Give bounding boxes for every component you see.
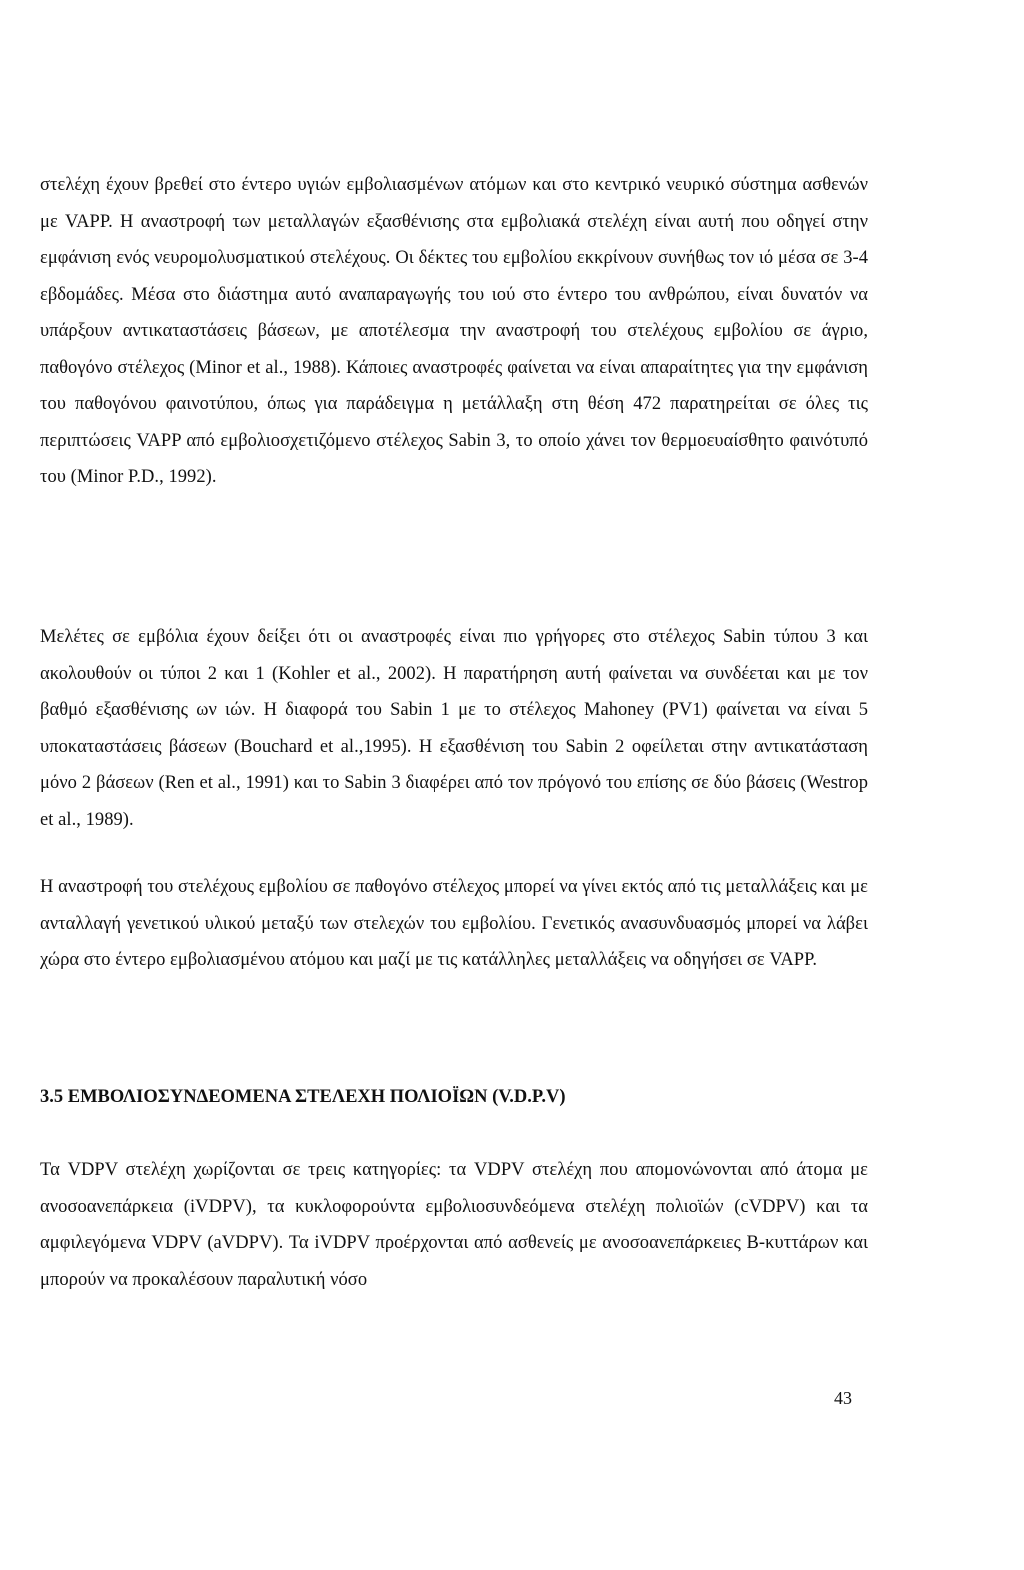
paragraph-vdpv-categories: Τα VDPV στελέχη χωρίζονται σε τρεις κατηγορίες: τα VDPV στελέχη που απομονώνονται από άτομα με ανοσοανεπάρκεια (iVDPV), τα κυκλοφορούντα εμβολιοσυνδεόμενα στελέχη πολιοϊών (cVDPV) και τα αμφιλεγόμενα VDPV (aVDPV). Τα iVDPV προέρχονται από ασθενείς με ανοσοανεπάρκειες Β-κυττάρων και μπορούν να προκαλέσουν παραλυτική νόσο [40, 1160, 868, 1290]
paragraph-sabin-studies: Μελέτες σε εμβόλια έχουν δείξει ότι οι αναστροφές είναι πιο γρήγορες στο στέλεχος Sabin τύπου 3 και ακολουθούν οι τύποι 2 και 1 (Kohler et al., 2002). Η παρατήρηση αυτή φαίνεται να συνδέεται και με τον βαθμό εξασθένισης ων ιών. Η διαφορά του Sabin 1 με το στέλεχος Mahoney (PV1) φαίνεται να είναι 5 υποκαταστάσεις βάσεων (Bouchard et al.,1995). Η εξασθένιση του Sabin 2 οφείλεται στην αντικατάσταση μόνο 2 βάσεων (Ren et al., 1991) και το Sabin 3 διαφέρει από τον πρόγονό του επίσης σε δύο βάσεις (Westrop et al., 1989). [40, 627, 868, 830]
page-number: 43 [834, 1388, 852, 1408]
paragraph-recombination: Η αναστροφή του στελέχους εμβολίου σε παθογόνο στέλεχος μπορεί να γίνει εκτός από τις μεταλλάξεις και με ανταλλαγή γενετικού υλικού μεταξύ των στελεχών του εμβολίου. Γενετικός ανασυνδυασμός μπορεί να λάβει χώρα στο έντερο εμβολιασμένου ατόμου και μαζί με τις κατάλληλες μεταλλάξεις να οδηγήσει σε VAPP. [40, 877, 868, 970]
section-heading: 3.5 ΕΜΒΟΛΙΟΣΥΝΔΕΟΜΕΝΑ ΣΤΕΛΕΧΗ ΠΟΛΙΟΪΩΝ (V.D.P.V) [40, 1087, 566, 1107]
paragraph-vapp-reversion: στελέχη έχουν βρεθεί στο έντερο υγιών εμβολιασμένων ατόμων και στο κεντρικό νευρικό σύστημα ασθενών με VAPP. Η αναστροφή των μεταλλαγών εξασθένισης στα εμβολιακά στελέχη είναι αυτή που οδηγεί στην εμφάνιση ενός νευρομολυσματικού στελέχους. Οι δέκτες του εμβολίου εκκρίνουν συνήθως τον ιό μέσα σε 3-4 εβδομάδες. Μέσα στο διάστημα αυτό αναπαραγωγής του ιού στο έντερο του ανθρώπου, είναι δυνατόν να υπάρξουν αντικαταστάσεις βάσεων, με αποτέλεσμα την αναστροφή του στελέχους εμβολίου σε άγριο, παθογόνο στέλεχος (Minor et al., 1988). Κάποιες αναστροφές φαίνεται να είναι απαραίτητες για την εμφάνιση του παθογόνου φαινοτύπου, όπως για παράδειγμα η μετάλλαξη στη θέση 472 παρατηρείται σε όλες τις περιπτώσεις VAPP από εμβολιοσχετιζόμενο στέλεχος Sabin 3, το οποίο χάνει τον θερμοευαίσθητο φαινότυπό του (Minor P.D., 1992). [40, 175, 868, 487]
